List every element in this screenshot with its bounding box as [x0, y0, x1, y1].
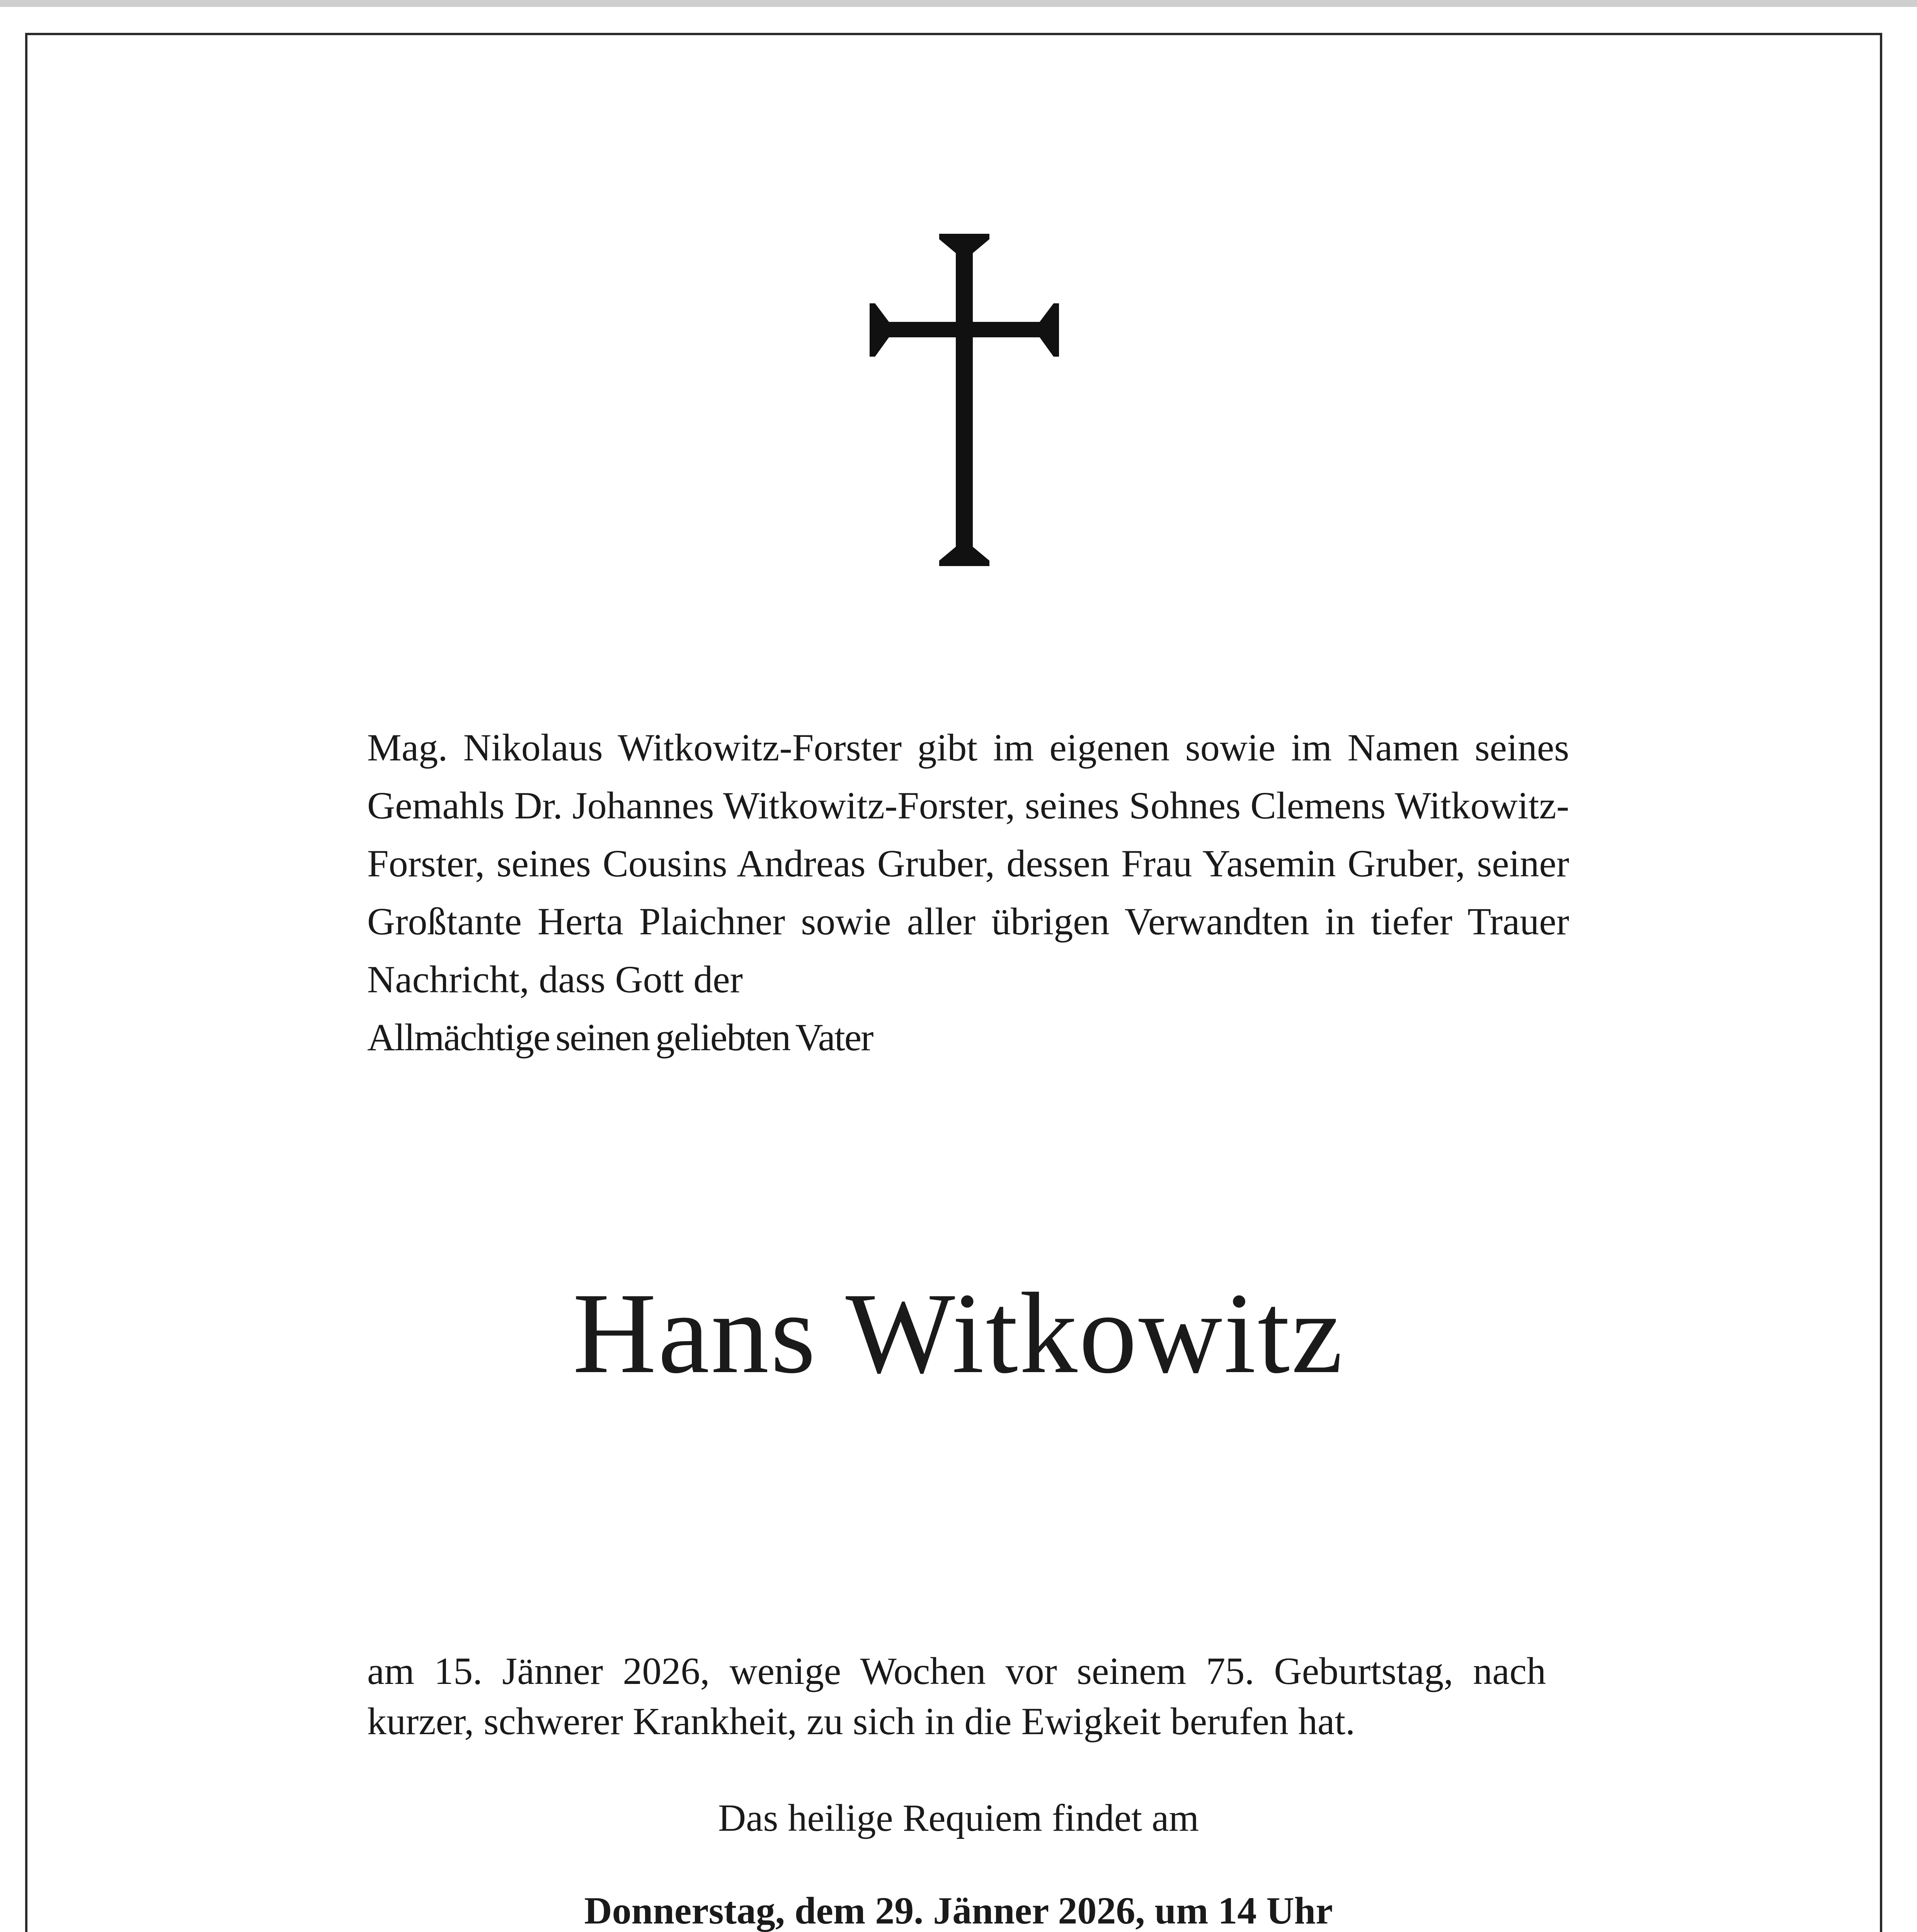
intro-paragraph-last-line: Allmächtige seinen geliebten Vater [367, 1016, 873, 1059]
scan-top-edge [0, 0, 1917, 7]
cross-icon [870, 234, 1059, 566]
death-announcement: am 15. Jänner 2026, wenige Wochen vor seinem 75. Geburtstag, nach kurzer, schwerer Krankheit, zu sich in die Ewigkeit berufen hat. [367, 1650, 1546, 1743]
requiem-date: Donnerstag, dem 29. Jänner 2026, um 14 Uhr [584, 1889, 1333, 1932]
requiem-intro: Das heilige Requiem findet am [718, 1796, 1199, 1839]
deceased-name: Hans Witkowitz [572, 1269, 1345, 1397]
intro-paragraph: Mag. Nikolaus Witkowitz-Forster gibt im eigenen sowie im Namen seines Gemahls Dr. Johannes Witkowitz-Forster, seines Sohnes Clemens Witkowitz-Forster, seines Cousins Andreas Gruber, dessen Frau Yasemin Gruber, seiner Großtante Herta Plaichner sowie aller übrigen Verwandten in tiefer Trauer Nachricht, dass Gott der [367, 726, 1569, 1001]
